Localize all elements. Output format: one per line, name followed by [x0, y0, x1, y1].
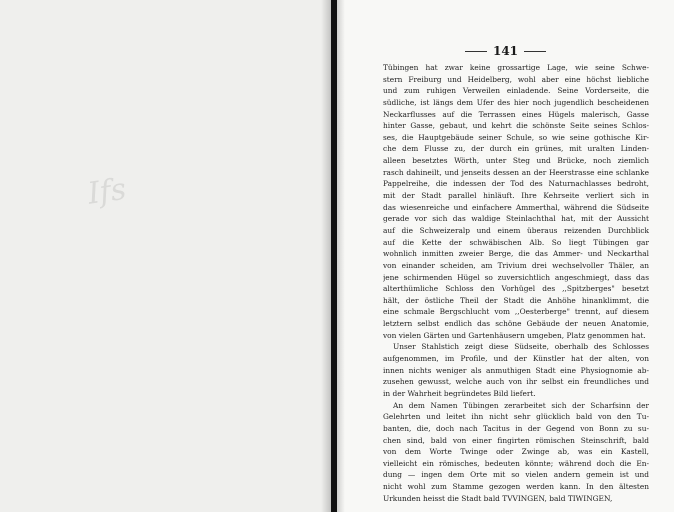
text-line: Neckarflusses auf die Terrassen eines Hügels malerisch, Gasse — [383, 109, 649, 119]
page-number: 141 — [492, 44, 519, 58]
text-line: gerade vor sich das waldige Steinlachthal hat, mit der Aussicht — [383, 214, 649, 224]
text-line: aufgenommen, im Profile, und der Künstler hat der alten, von — [383, 354, 649, 364]
text-line: An dem Namen Tübingen zerarbeitet sich der Scharfsinn der — [393, 400, 649, 410]
paragraph — [383, 400, 649, 505]
ink-bleed-through: Ifs — [85, 171, 129, 212]
text-line: das wiesenreiche und einfachere Ammerthal, während die Südseite — [383, 202, 649, 212]
text-line: südliche, ist längs dem Ufer des hier noch jugendlich bescheidenen — [383, 97, 649, 107]
left-page — [0, 0, 331, 512]
right-gutter-shadow — [337, 0, 345, 512]
text-line: ses, die Hauptgebäude seiner Schule, so wie seine gothische Kir- — [383, 132, 649, 142]
page-header — [337, 44, 674, 58]
text-line: nicht wohl zum Stamme gezogen werden kann. In den ältesten — [383, 482, 649, 492]
text-line: dung — ingen dem Orte mit so vielen andern gemein ist und — [383, 470, 649, 480]
text-line: rasch dahineilt, und jenseits dessen an der Heerstrasse eine schlanke — [383, 167, 649, 177]
text-line: von dem Worte Twinge oder Zwinge ab, was ein Kastell, — [383, 447, 649, 457]
right-page — [337, 0, 674, 512]
text-line: Urkunden heisst die Stadt bald TVVINGEN, bald TIWINGEN, — [383, 493, 613, 503]
text-line: jene schirmenden Hügel so zuversichtlich angeschmiegt, dass das — [383, 272, 649, 282]
body-text — [383, 62, 649, 504]
paragraph — [383, 62, 649, 341]
text-line: banten, die, doch nach Tacitus in der Gegend von Bonn zu su- — [383, 423, 649, 433]
text-line: vielleicht ein römisches, bedeuten könnte; während doch die En- — [383, 458, 649, 468]
text-line: innen nichts weniger als anmuthigen Stadt eine Physiognomie ab- — [383, 365, 649, 375]
text-line: auf die Kette der schwäbischen Alb. So liegt Tübingen gar — [383, 237, 649, 247]
text-line: Pappelreihe, die indessen der Tod des Naturnachlasses bedroht, — [383, 179, 649, 189]
text-line: hinter Gasse, gebaut, und kehrt die schönste Seite seines Schlos- — [383, 121, 649, 131]
paragraph — [383, 341, 649, 399]
text-line: und zum ruhigen Verweilen einladende. Seine Vorderseite, die — [383, 86, 649, 96]
text-line: Gelehrten und leitet ihn nicht sehr glücklich bald von den Tu- — [383, 412, 649, 422]
text-line: zusehen gewusst, welche auch von ihr selbst ein freundliches und — [383, 377, 649, 387]
text-line: hält, der östliche Theil der Stadt die Anhöhe hinanklimmt, die — [383, 295, 649, 305]
text-line: che dem Flusse zu, der durch ein grünes, mit uralten Linden- — [383, 144, 649, 154]
text-line: alterthümliche Schloss den Vorhügel des ,,Spitzberges" besetzt — [383, 284, 649, 294]
text-line: von vielen Gärten und Gartenhäusern umgeben, Platz genommen hat. — [383, 330, 646, 340]
text-line: mit der Stadt parallel hinläuft. Ihre Kehrseite verliert sich in — [383, 191, 649, 201]
text-line: alleen besetztes Wörth, unter Steg und Brücke, noch ziemlich — [383, 156, 649, 166]
text-line: wohnlich inmitten zweier Berge, die das Ammer- und Neckarthal — [383, 249, 649, 259]
text-line: von einander scheiden, am Trivium drei wechselvoller Thäler, an — [383, 260, 649, 270]
text-line: in der Wahrheit begründetes Bild liefert. — [383, 388, 536, 398]
left-gutter-shadow — [321, 0, 331, 512]
text-line: letztern selbst endlich das schöne Gebäude der neuen Anatomie, — [383, 319, 649, 329]
header-rule-left — [465, 51, 487, 52]
header-rule-right — [524, 51, 546, 52]
text-line: chen sind, bald von einer fingirten römischen Steinschrift, bald — [383, 435, 649, 445]
text-line: Unser Stahlstich zeigt diese Südseite, oberhalb des Schlosses — [393, 342, 649, 352]
text-line: Tübingen hat zwar keine grossartige Lage, wie seine Schwe- — [383, 63, 649, 72]
text-line: stern Freiburg und Heidelberg, wohl aber eine höchst liebliche — [383, 74, 649, 84]
text-line: auf die Schweizeralp und einem überaus reizenden Durchblick — [383, 225, 649, 235]
text-line: eine schmale Bergschlucht vom ,,Oesterberge" trennt, auf diesem — [383, 307, 649, 317]
